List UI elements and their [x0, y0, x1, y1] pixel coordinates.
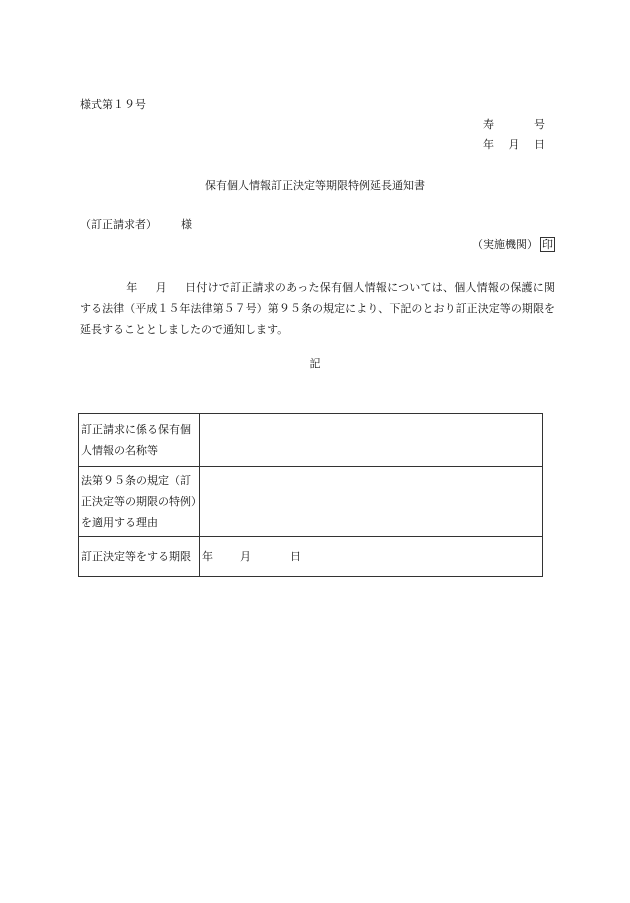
document-number	[483, 119, 545, 130]
deadline-year: 年	[202, 550, 213, 563]
issuer-line	[472, 237, 555, 252]
document-date	[483, 139, 545, 150]
seal-box: 印	[542, 238, 553, 251]
table-row	[79, 467, 543, 537]
table-value-cell	[200, 467, 543, 537]
table-label-cell: 訂正決定等をする期限	[79, 537, 200, 577]
doc-date-year: 年	[483, 138, 494, 151]
deadline-day: 日	[290, 550, 301, 563]
form-number: 様式第１９号	[80, 98, 146, 111]
doc-date-month: 月	[508, 138, 520, 151]
detail-table	[78, 413, 543, 577]
body-paragraph	[80, 277, 555, 340]
deadline-date-cell	[200, 537, 543, 577]
table-value-cell	[200, 414, 543, 467]
requester-label: （訂正請求者）	[80, 218, 157, 231]
document-title: 保有個人情報訂正決定等期限特例延長通知書	[205, 179, 425, 192]
doc-number-char-b: 号	[534, 118, 545, 131]
table-row	[79, 414, 543, 467]
ki-heading: 記	[309, 357, 321, 370]
doc-number-char-a: 寿	[483, 118, 494, 131]
doc-date-day: 日	[534, 138, 545, 151]
body-date-year: 年	[126, 281, 138, 294]
deadline-month: 月	[240, 550, 251, 563]
body-date-month: 月	[155, 281, 167, 294]
table-label-cell: 法第９５条の規定（訂正決定等の期限の特例）を適用する理由	[79, 467, 200, 537]
requester-honorific: 様	[181, 218, 192, 231]
body-text: 日付けで訂正請求のあった保有個人情報については、個人情報の保護に関する法律（平成１５年法律第５７号）第９５条の規定により、下記のとおり訂正決定等の期限を延長することとしましたので通知します。	[80, 281, 556, 336]
requester-line	[80, 219, 192, 230]
table-label-cell: 訂正請求に係る保有個人情報の名称等	[79, 414, 200, 467]
table-row	[79, 537, 543, 577]
issuer-label: （実施機関）	[472, 238, 538, 251]
